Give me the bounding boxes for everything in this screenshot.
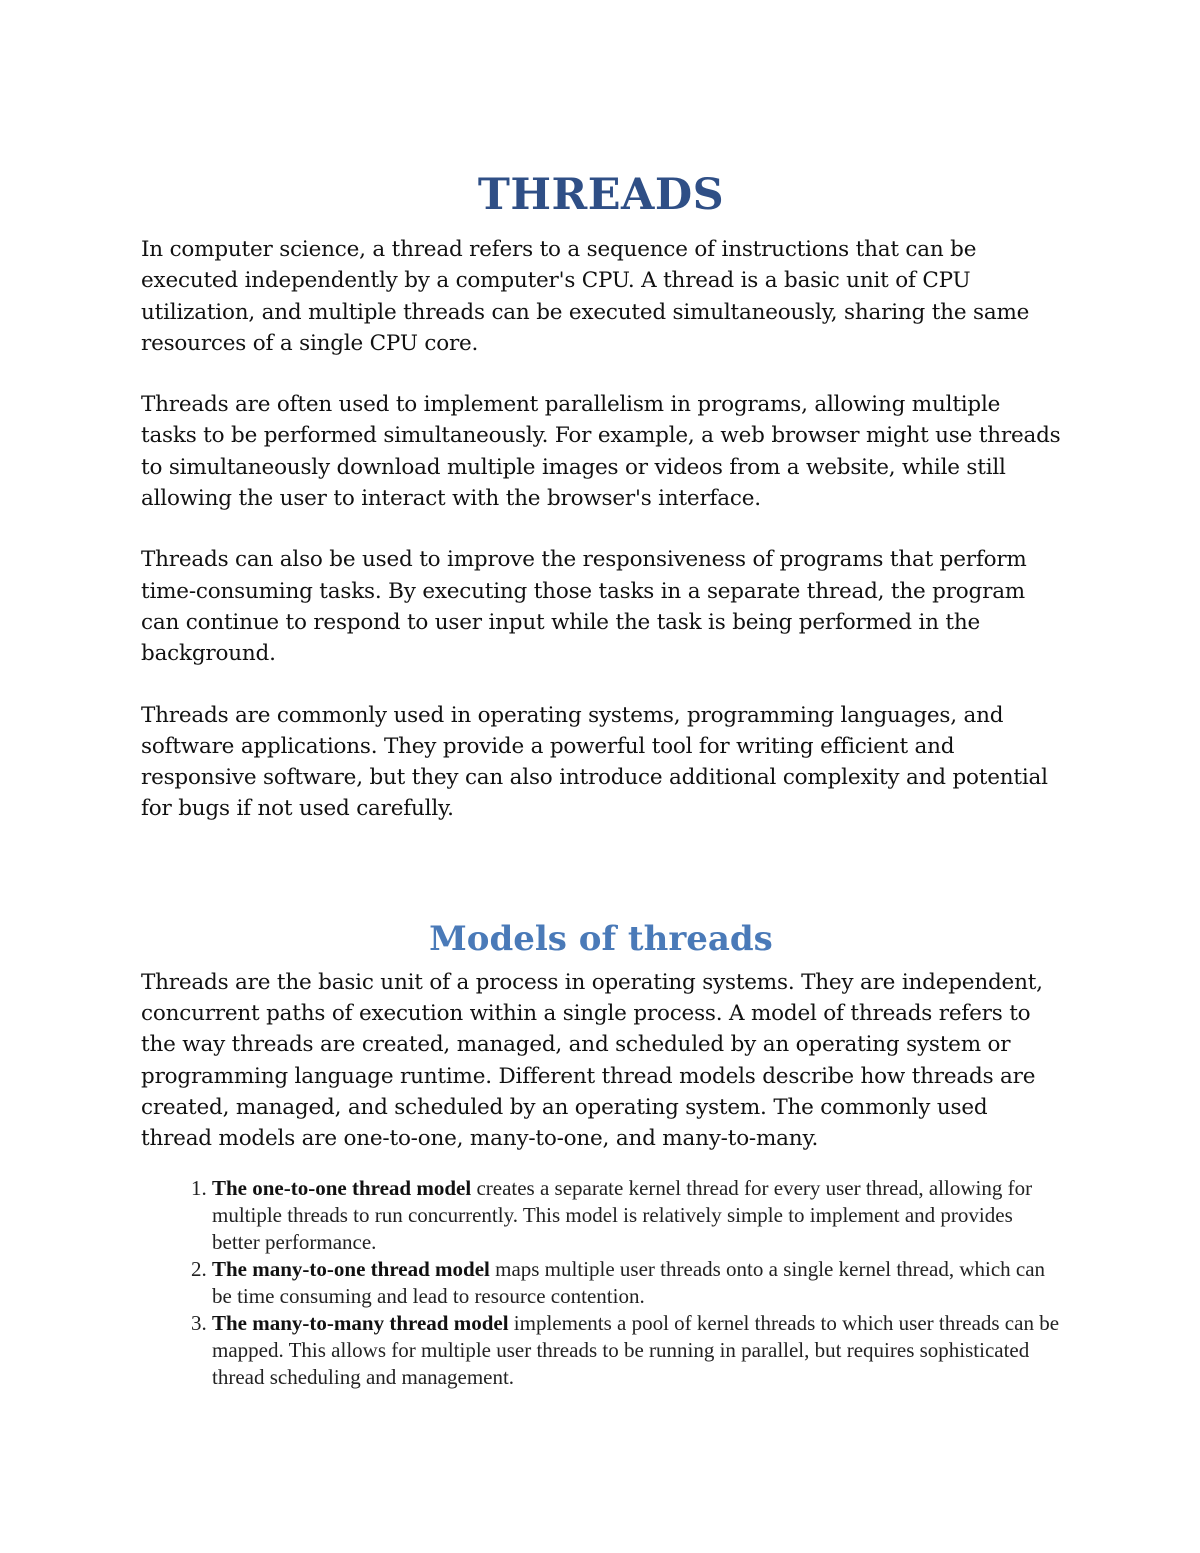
thread-models-list bbox=[141, 1175, 1061, 1391]
list-item-text: creates a separate kernel thread for every user thread, allowing for multiple threads to run concurrently. This model is relatively simple to implement and provides better performance. bbox=[212, 1175, 1033, 1254]
section-heading-models: Models of threads bbox=[429, 918, 773, 959]
paragraph-thread-definition: In computer science, a thread refers to a sequence of instructions that can be executed independently by a computer's CPU. A thread is a basic unit of CPU utilization, and multiple threads can be executed simultaneously, sharing the same resources of a single CPU core. bbox=[141, 237, 1030, 356]
list-item-text: implements a pool of kernel threads to which user threads can be mapped. This allows for multiple user threads to be running in parallel, but requires sophisticated thread scheduling and management. bbox=[212, 1310, 1060, 1389]
paragraph-parallelism: Threads are often used to implement parallelism in programs, allowing multiple tasks to be performed simultaneously. For example, a web browser might use threads to simultaneously download multiple images or videos from a website, while still allowing the user to interact with the browser's interface. bbox=[141, 392, 1061, 512]
paragraph-responsiveness: Threads can also be used to improve the responsiveness of programs that perform time-consuming tasks. By executing those tasks in a separate thread, the program can continue to respond to user input while the task is being performed in the background. bbox=[141, 547, 1027, 667]
list-item-text: maps multiple user threads onto a single kernel thread, which can be time consuming and lead to resource contention. bbox=[212, 1256, 1046, 1308]
list-item-term: The many-to-many thread model bbox=[212, 1310, 509, 1335]
list-item-term: The one-to-one thread model bbox=[212, 1175, 472, 1200]
paragraph-models-intro: Threads are the basic unit of a process in operating systems. They are independent, concurrent paths of execution within a single process. A model of threads refers to the way threads are created, managed, and scheduled by an operating system or programming language runtime. Different thread models describe how threads are created, managed, and scheduled by an operating system. The commonly used thread models are one-to-one, many-to-one, and many-to-many. bbox=[141, 969, 1043, 1152]
document-title: THREADS bbox=[477, 170, 725, 220]
list-item bbox=[212, 1256, 1061, 1310]
paragraph-common-uses: Threads are commonly used in operating systems, programming languages, and software applications. They provide a powerful tool for writing efficient and responsive software, but they can also introduce additional complexity and potential for bugs if not used carefully. bbox=[141, 702, 1048, 822]
list-item-term: The many-to-one thread model bbox=[212, 1256, 490, 1281]
list-item bbox=[212, 1310, 1061, 1391]
list-item bbox=[212, 1175, 1061, 1256]
document-content bbox=[141, 168, 1061, 1391]
